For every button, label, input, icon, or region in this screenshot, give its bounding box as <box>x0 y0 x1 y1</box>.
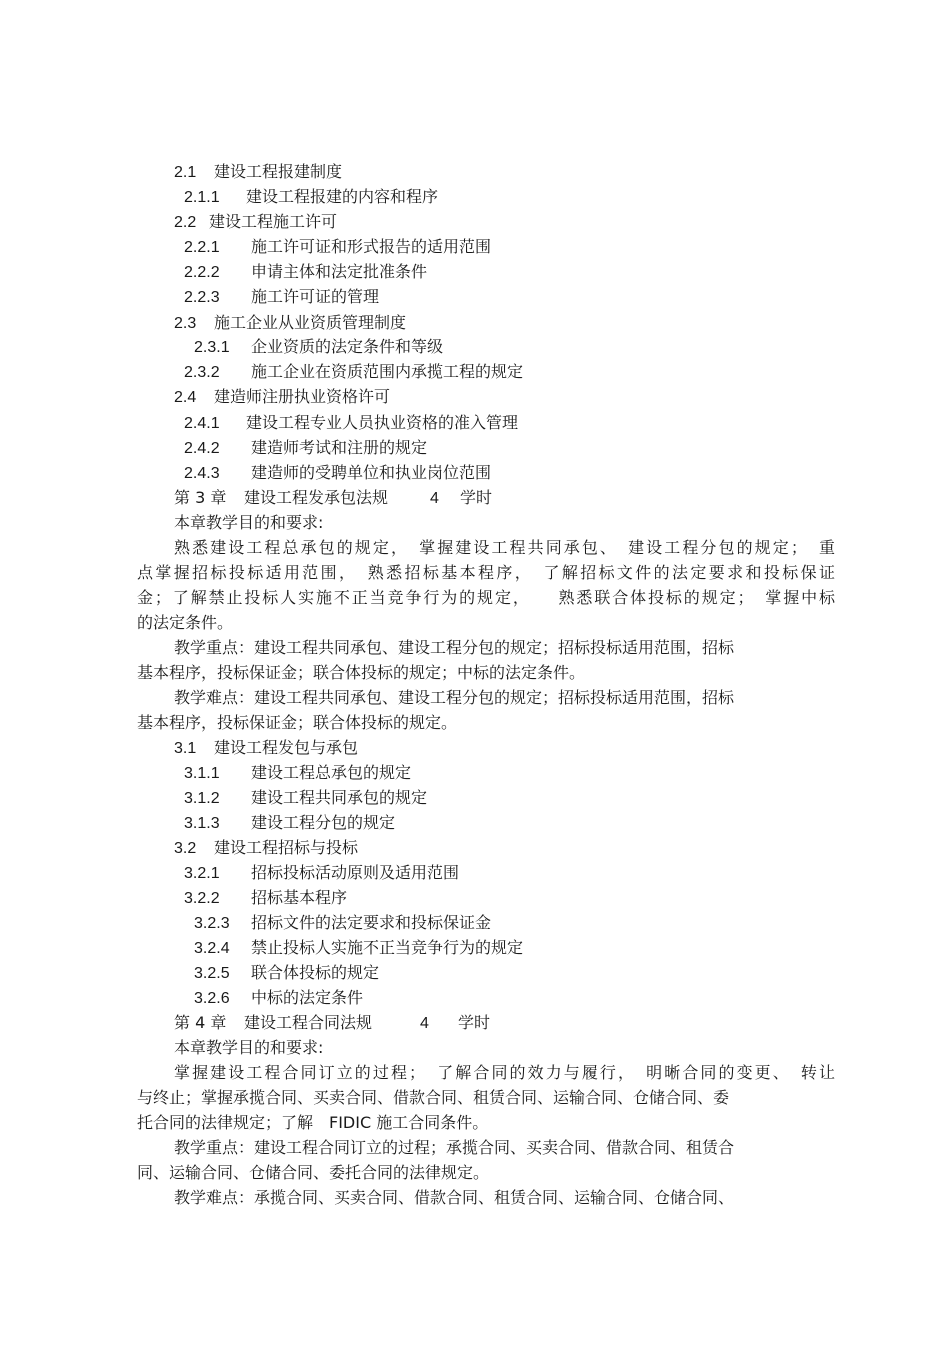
subsection-item: 2.4.2 建造师考试和注册的规定 <box>184 438 428 457</box>
subsection-item: 2.4.1 建设工程专业人员执业资格的准入管理 <box>184 413 519 432</box>
objectives-text: 的法定条件。 <box>137 613 234 632</box>
objectives-label: 本章教学目的和要求: <box>174 1038 324 1057</box>
section-heading: 3.1 建设工程发包与承包 <box>174 738 359 757</box>
subsection-item: 2.1.1 建设工程报建的内容和程序 <box>184 187 439 206</box>
objectives-text: 托合同的法律规定；了解 FIDIC 施工合同条件。 <box>137 1113 489 1132</box>
section-heading: 2.2 建设工程施工许可 <box>174 212 338 231</box>
subsection-item: 3.2.1 招标投标活动原则及适用范围 <box>184 863 460 882</box>
subsection-item: 3.2.2 招标基本程序 <box>184 888 348 907</box>
difficulties-text: 教学难点：建设工程共同承包、建设工程分包的规定；招标投标适用范围，招标 <box>174 688 735 707</box>
section-heading: 3.2 建设工程招标与投标 <box>174 838 359 857</box>
subsection-item: 3.1.1 建设工程总承包的规定 <box>184 763 412 782</box>
section-heading: 2.1 建设工程报建制度 <box>174 162 343 181</box>
subsection-item: 3.1.3 建设工程分包的规定 <box>184 813 396 832</box>
subsection-item: 3.2.3 招标文件的法定要求和投标保证金 <box>194 913 492 932</box>
subsection-item: 3.2.6 中标的法定条件 <box>194 988 364 1007</box>
subsection-item: 2.3.1 企业资质的法定条件和等级 <box>194 337 444 356</box>
chapter-heading: 第 4 章 建设工程合同法规 4 学时 <box>174 1013 491 1032</box>
subsection-item: 2.2.3 施工许可证的管理 <box>184 287 380 306</box>
objectives-text: 掌握建设工程合同订立的过程； 了解合同的效力与履行， 明晰合同的变更、 转让 <box>174 1063 835 1082</box>
subsection-item: 3.2.5 联合体投标的规定 <box>194 963 380 982</box>
objectives-text: 熟悉建设工程总承包的规定， 掌握建设工程共同承包、 建设工程分包的规定； 重 <box>174 538 835 557</box>
objectives-label: 本章教学目的和要求: <box>174 513 324 532</box>
key-points-text: 教学重点：建设工程合同订立的过程；承揽合同、买卖合同、借款合同、租赁合 <box>174 1138 735 1157</box>
chapter-heading: 第 3 章 建设工程发承包法规 4 学时 <box>174 488 493 507</box>
key-points-text: 基本程序，投标保证金；联合体投标的规定；中标的法定条件。 <box>137 663 586 682</box>
section-heading: 2.4 建造师注册执业资格许可 <box>174 387 391 406</box>
difficulties-text: 基本程序，投标保证金；联合体投标的规定。 <box>137 713 458 732</box>
objectives-text: 点掌握招标投标适用范围， 熟悉招标基本程序， 了解招标文件的法定要求和投标保证 <box>137 563 835 582</box>
key-points-text: 教学重点：建设工程共同承包、建设工程分包的规定；招标投标适用范围，招标 <box>174 638 735 657</box>
subsection-item: 2.2.1 施工许可证和形式报告的适用范围 <box>184 237 492 256</box>
difficulties-text: 教学难点：承揽合同、买卖合同、借款合同、租赁合同、运输合同、仓储合同、 <box>174 1188 735 1207</box>
subsection-item: 2.3.2 施工企业在资质范围内承揽工程的规定 <box>184 362 524 381</box>
subsection-item: 2.2.2 申请主体和法定批准条件 <box>184 262 428 281</box>
objectives-text: 与终止；掌握承揽合同、买卖合同、借款合同、租赁合同、运输合同、仓储合同、委 <box>137 1088 730 1107</box>
subsection-item: 2.4.3 建造师的受聘单位和执业岗位范围 <box>184 463 492 482</box>
subsection-item: 3.1.2 建设工程共同承包的规定 <box>184 788 428 807</box>
key-points-text: 同、运输合同、仓储合同、委托合同的法律规定。 <box>137 1163 490 1182</box>
subsection-item: 3.2.4 禁止投标人实施不正当竞争行为的规定 <box>194 938 524 957</box>
objectives-text: 金；了解禁止投标人实施不正当竞争行为的规定， 熟悉联合体投标的规定； 掌握中标 <box>137 588 835 607</box>
section-heading: 2.3 施工企业从业资质管理制度 <box>174 313 407 332</box>
